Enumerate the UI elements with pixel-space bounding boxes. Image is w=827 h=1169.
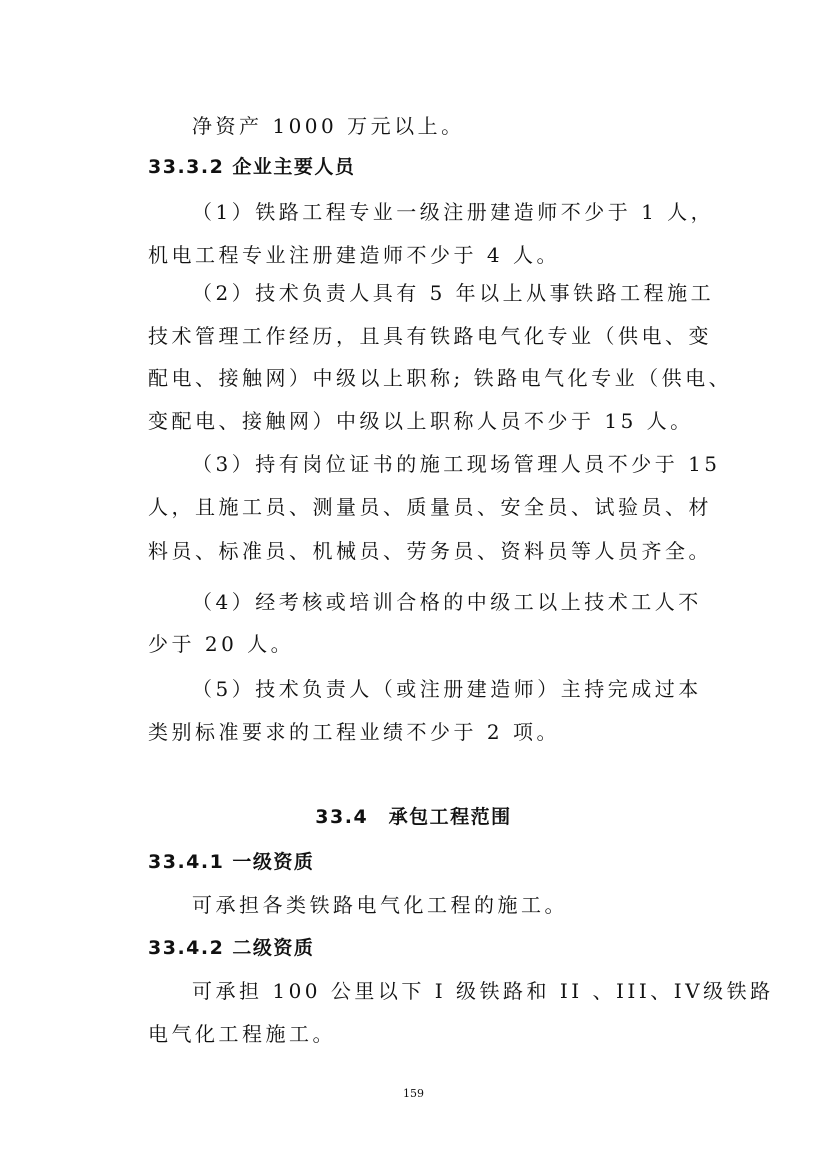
text-line: 机电工程专业注册建造师不少于 4 人。 (148, 243, 560, 267)
text-line: （4）经考核或培训合格的中级工以上技术工人不 (192, 590, 702, 614)
text-line: （1）铁路工程专业一级注册建造师不少于 1 人， (192, 200, 715, 224)
text-line: 可承担 100 公里以下 I 级铁路和 II 、III、IV级铁路 (192, 979, 774, 1003)
text-line: 类别标准要求的工程业绩不少于 2 项。 (148, 720, 560, 744)
page-number: 159 (403, 1087, 424, 1100)
text-line: 电气化工程施工。 (148, 1022, 336, 1046)
heading-33-4-2: 33.4.2 二级资质 (148, 937, 315, 959)
text-line: 变配电、接触网）中级以上职称人员不少于 15 人。 (148, 409, 694, 433)
text-line: 配电、接触网）中级以上职称; 铁路电气化专业（供电、 (148, 366, 733, 390)
section-heading-33-4: 33.4 承包工程范围 (315, 806, 512, 828)
text-line: 少于 20 人。 (148, 632, 295, 656)
text-line: （2）技术负责人具有 5 年以上从事铁路工程施工 (192, 281, 715, 305)
text-line: （3）持有岗位证书的施工现场管理人员不少于 15 (192, 452, 721, 476)
heading-33-4-1: 33.4.1 一级资质 (148, 851, 315, 873)
text-line: 净资产 1000 万元以上。 (192, 114, 465, 138)
text-line: （5）技术负责人（或注册建造师）主持完成过本 (192, 677, 702, 701)
text-line: 技术管理工作经历，且具有铁路电气化专业（供电、变 (148, 324, 712, 348)
text-line: 可承担各类铁路电气化工程的施工。 (192, 893, 568, 917)
text-line: 人，且施工员、测量员、质量员、安全员、试验员、材 (148, 495, 712, 519)
text-line: 料员、标准员、机械员、劳务员、资料员等人员齐全。 (148, 539, 712, 563)
heading-33-3-2: 33.3.2 企业主要人员 (148, 156, 356, 178)
